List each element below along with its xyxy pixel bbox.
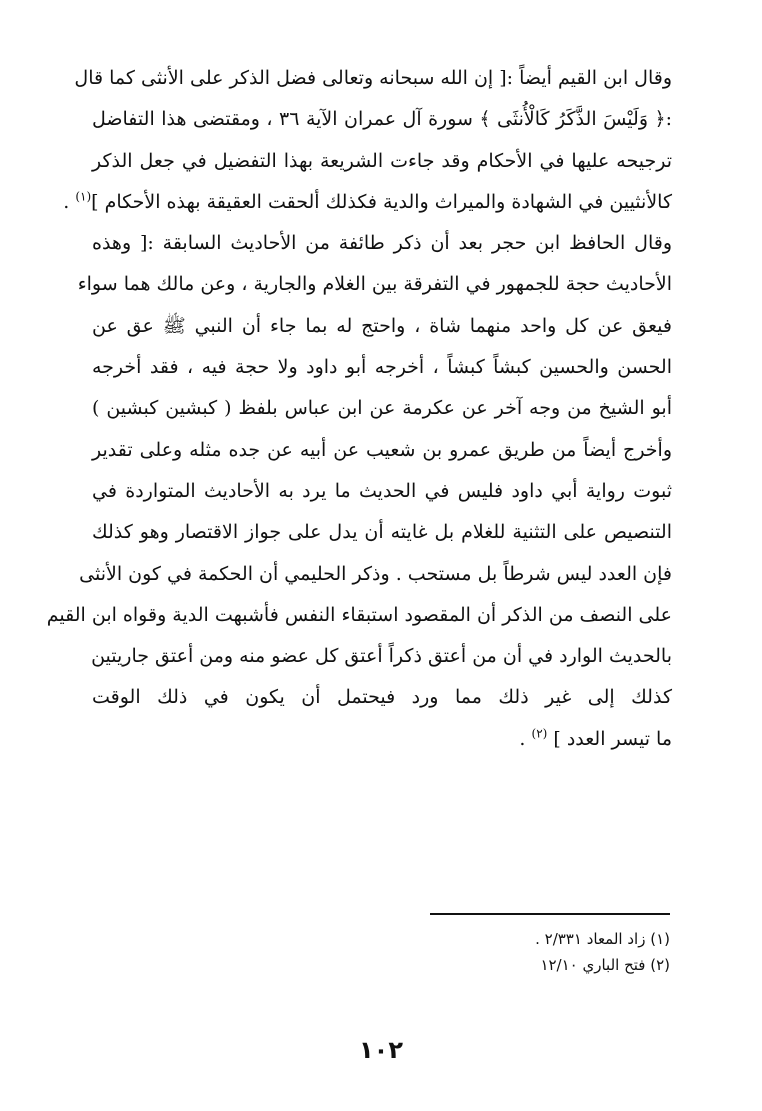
text-line-2: :﴿ وَلَيْسَ الذَّكَرُ كَالْأُنثَى ﴾ سورة آل عمران الآية ٣٦ ، ومقتضى هذا التفاضل xyxy=(92,108,673,131)
footnote-marker-2: (٢) xyxy=(531,726,548,741)
text-line-3: ترجيحه عليها في الأحكام وقد جاءت الشريعة بهذا التفضيل في جعل الذكر xyxy=(92,149,672,172)
text-line-8: الحسن والحسين كبشاً كبشاً ، أخرجه أبو داود ولا حجة فيه ، فقد أخرجه xyxy=(92,356,672,379)
text-line-17-content: ما تيسر العدد ] xyxy=(553,727,672,750)
text-line-13: فإن العدد ليس شرطاً بل مستحب . وذكر الحليمي أن الحكمة في كون الأنثى xyxy=(79,562,672,585)
footnotes xyxy=(370,926,670,978)
page-number: ١٠٢ xyxy=(359,1036,403,1064)
text-line-17-end: . xyxy=(519,727,532,750)
text-line-15: بالحديث الوارد في أن من أعتق ذكراً أعتق كل عضو منه ومن أعتق جاريتين xyxy=(91,645,672,668)
text-line-12: التنصيص على التثنية للغلام بل غايته أن يدل على جواز الاقتصار وهو كذلك xyxy=(92,521,672,544)
text-line-1: وقال ابن القيم أيضاً :[ إن الله سبحانه وتعالى فضل الذكر على الأنثى كما قال xyxy=(74,67,672,89)
main-text xyxy=(46,58,673,760)
text-line-7: فيعق عن كل واحد منهما شاة ، واحتج له بما جاء أن النبي ﷺ عق عن xyxy=(92,314,672,337)
footnote-marker-1: (١) xyxy=(75,189,92,204)
footnote-1: (١) زاد المعاد ٢/٣٣١ . xyxy=(535,930,670,948)
text-line-11: ثبوت رواية أبي داود فليس في الحديث ما يرد به الأحاديث المتواردة في xyxy=(92,479,672,502)
text-line-4-content: كالأنثيين في الشهادة والميراث والدية فكذلك ألحقت العقيقة بهذه الأحكام ] xyxy=(91,190,672,213)
text-line-6: الأحاديث حجة للجمهور في التفرقة بين الغلام والجارية ، وعن مالك هما سواء xyxy=(77,273,672,296)
text-line-5: وقال الحافظ ابن حجر بعد أن ذكر طائفة من الأحاديث السابقة :[ وهذه xyxy=(92,232,672,255)
text-line-17 xyxy=(92,719,672,760)
text-line-4 xyxy=(63,182,672,223)
text-line-9: أبو الشيخ من وجه آخر عن عكرمة عن ابن عباس بلفظ ( كبشين كبشين ) xyxy=(92,397,672,420)
footnote-2: (٢) فتح الباري ١٢/١٠ xyxy=(540,956,670,974)
footnote-separator xyxy=(430,913,670,915)
text-line-14: على النصف من الذكر أن المقصود استبقاء النفس فأشبهت الدية وقواه ابن القيم xyxy=(46,603,672,626)
text-line-10: وأخرج أيضاً من طريق عمرو بن شعيب عن أبيه عن جده مثله وعلى تقدير xyxy=(92,438,672,461)
text-line-4-end: . xyxy=(63,190,76,213)
text-line-16: كذلك إلى غير ذلك مما ورد فيحتمل أن يكون في ذلك الوقت xyxy=(92,686,672,709)
